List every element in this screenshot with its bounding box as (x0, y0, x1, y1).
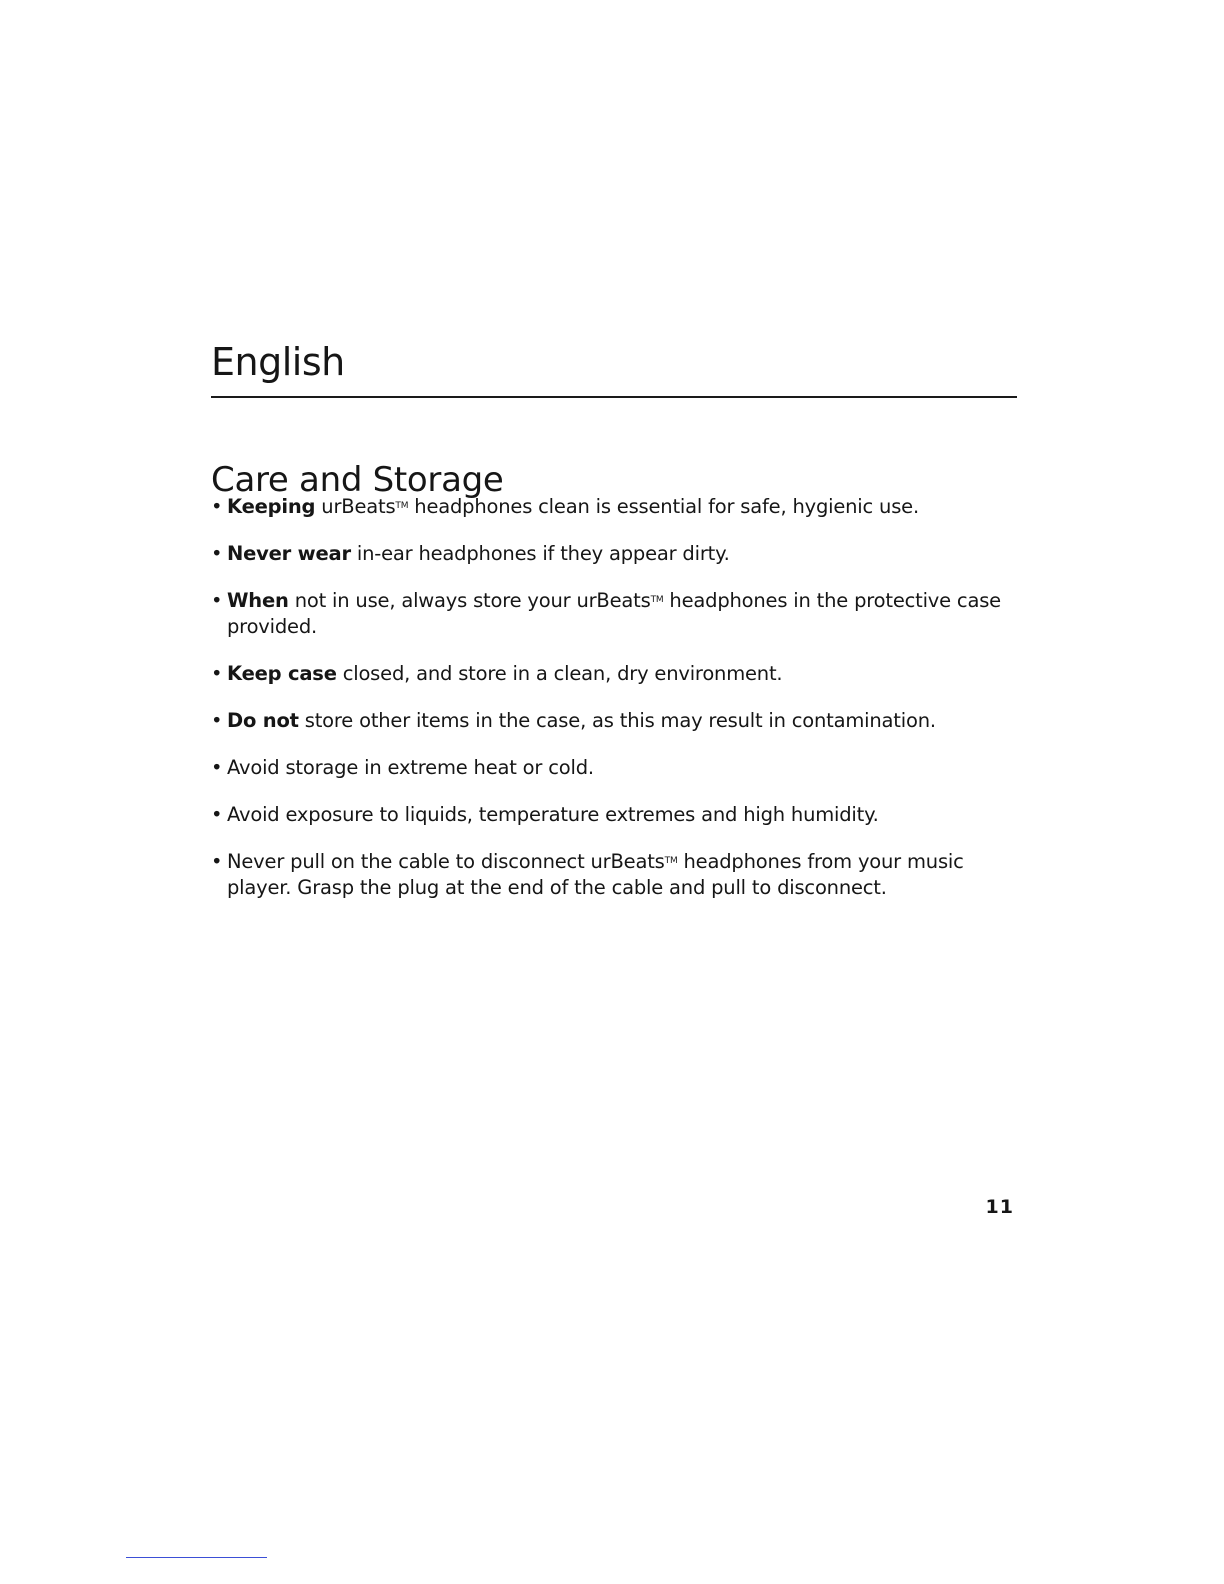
bullet-icon: • (211, 662, 223, 685)
list-item: • Do not store other items in the case, as this may result in contamination. (211, 709, 936, 732)
list-item: • Never pull on the cable to disconnect urBeats™ headphones from your music player. Grasp the plug at the end of the cable and pull to disconnect. (211, 850, 964, 899)
list-item: • Keeping urBeats™ headphones clean is essential for safe, hygienic use. (211, 495, 919, 518)
bullet-icon: • (211, 542, 223, 565)
bullet-icon: • (211, 850, 223, 873)
bullet-icon: • (211, 495, 223, 518)
list-item: • Keep case closed, and store in a clean, dry environment. (211, 662, 783, 685)
care-storage-list (211, 494, 1017, 922)
list-item: • Avoid exposure to liquids, temperature extremes and high humidity. (211, 803, 879, 826)
section-divider (211, 396, 1017, 398)
list-item: • Avoid storage in extreme heat or cold. (211, 756, 594, 779)
list-item: • When not in use, always store your urBeats™ headphones in the protective case provided. (211, 589, 1001, 638)
page-number: 11 (985, 1196, 1014, 1218)
bullet-icon: • (211, 709, 223, 732)
bullet-icon: • (211, 589, 223, 612)
list-item: • Never wear in-ear headphones if they appear dirty. (211, 542, 730, 565)
section-label: English (211, 340, 345, 384)
bullet-icon: • (211, 803, 223, 826)
link-underline (126, 1557, 267, 1558)
page-heading: Care and Storage (211, 459, 504, 500)
bullet-icon: • (211, 756, 223, 779)
